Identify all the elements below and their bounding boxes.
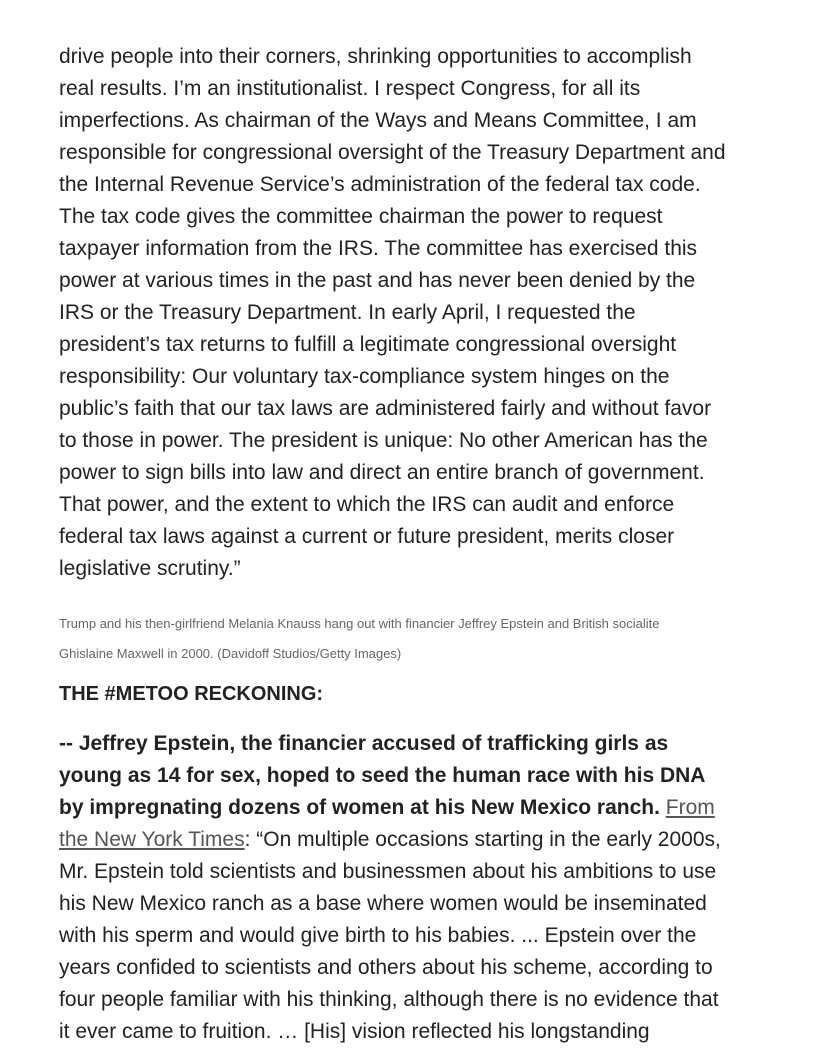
paragraph-line: the Internal Revenue Service’s administration of the federal tax code. bbox=[59, 173, 701, 196]
paragraph-line bbox=[59, 824, 721, 856]
paragraph-line: taxpayer information from the IRS. The committee has exercised this bbox=[59, 237, 698, 260]
caption-line: Trump and his then-girlfriend Melania Knauss hang out with financier Jeffrey Epstein and British socialite bbox=[59, 616, 660, 631]
paragraph-line bbox=[59, 952, 721, 984]
paragraph-line bbox=[59, 920, 721, 952]
nyt-source-link[interactable]: From bbox=[665, 796, 715, 819]
paragraph-line bbox=[59, 984, 721, 1016]
paragraph-line: The tax code gives the committee chairman the power to request bbox=[59, 205, 663, 228]
paragraph-line: legislative scrutiny.” bbox=[59, 557, 241, 580]
paragraph-line: IRS or the Treasury Department. In early April, I requested the bbox=[59, 301, 636, 324]
paragraph-line: power at various times in the past and has never been denied by the bbox=[59, 269, 696, 292]
paragraph-line bbox=[59, 760, 721, 792]
nyt-source-link[interactable]: the New York Times bbox=[59, 828, 245, 851]
article-paragraph-epstein bbox=[59, 728, 721, 1048]
paragraph-line bbox=[59, 728, 721, 760]
paragraph-line: imperfections. As chairman of the Ways and Means Committee, I am bbox=[59, 109, 697, 132]
bold-lead-text: by impregnating dozens of women at his New Mexico ranch. bbox=[59, 796, 660, 819]
body-text: four people familiar with his thinking, although there is no evidence that bbox=[59, 988, 719, 1011]
paragraph-line bbox=[59, 792, 721, 824]
paragraph-line: responsible for congressional oversight of the Treasury Department and bbox=[59, 141, 726, 164]
bold-lead-text: -- Jeffrey Epstein, the financier accused of trafficking girls as bbox=[59, 732, 669, 755]
paragraph-line: public’s faith that our tax laws are administered fairly and without favor bbox=[59, 397, 712, 420]
bold-lead-text: young as 14 for sex, hoped to seed the human race with his DNA bbox=[59, 764, 706, 787]
section-heading: THE #METOO RECKONING: bbox=[59, 683, 324, 705]
paragraph-line: That power, and the extent to which the IRS can audit and enforce bbox=[59, 493, 675, 516]
paragraph-line: real results. I’m an institutionalist. I respect Congress, for all its bbox=[59, 77, 641, 100]
body-text: years confided to scientists and others about his scheme, according to bbox=[59, 956, 713, 979]
body-text: it ever came to fruition. … [His] vision reflected his longstanding bbox=[59, 1020, 650, 1043]
article-paragraph-tax-oversight bbox=[59, 41, 726, 585]
body-text: his New Mexico ranch as a base where women would be inseminated bbox=[59, 892, 707, 915]
caption-line: Ghislaine Maxwell in 2000. (Davidoff Studios/Getty Images) bbox=[59, 646, 402, 661]
paragraph-line: power to sign bills into law and direct an entire branch of government. bbox=[59, 461, 705, 484]
body-text: : “On multiple occasions starting in the early 2000s, bbox=[244, 828, 721, 851]
paragraph-line bbox=[59, 888, 721, 920]
paragraph-line: responsibility: Our voluntary tax-compliance system hinges on the bbox=[59, 365, 670, 388]
paragraph-line: drive people into their corners, shrinking opportunities to accomplish bbox=[59, 45, 692, 68]
photo-caption bbox=[59, 609, 659, 669]
paragraph-line: president’s tax returns to fulfill a legitimate congressional oversight bbox=[59, 333, 677, 356]
body-text: Mr. Epstein told scientists and businessmen about his ambitions to use bbox=[59, 860, 717, 883]
paragraph-line: to those in power. The president is unique: No other American has the bbox=[59, 429, 708, 452]
paragraph-line bbox=[59, 1016, 721, 1048]
paragraph-line: federal tax laws against a current or future president, merits closer bbox=[59, 525, 675, 548]
body-text: with his sperm and would give birth to his babies. ... Epstein over the bbox=[59, 924, 697, 947]
paragraph-line bbox=[59, 856, 721, 888]
